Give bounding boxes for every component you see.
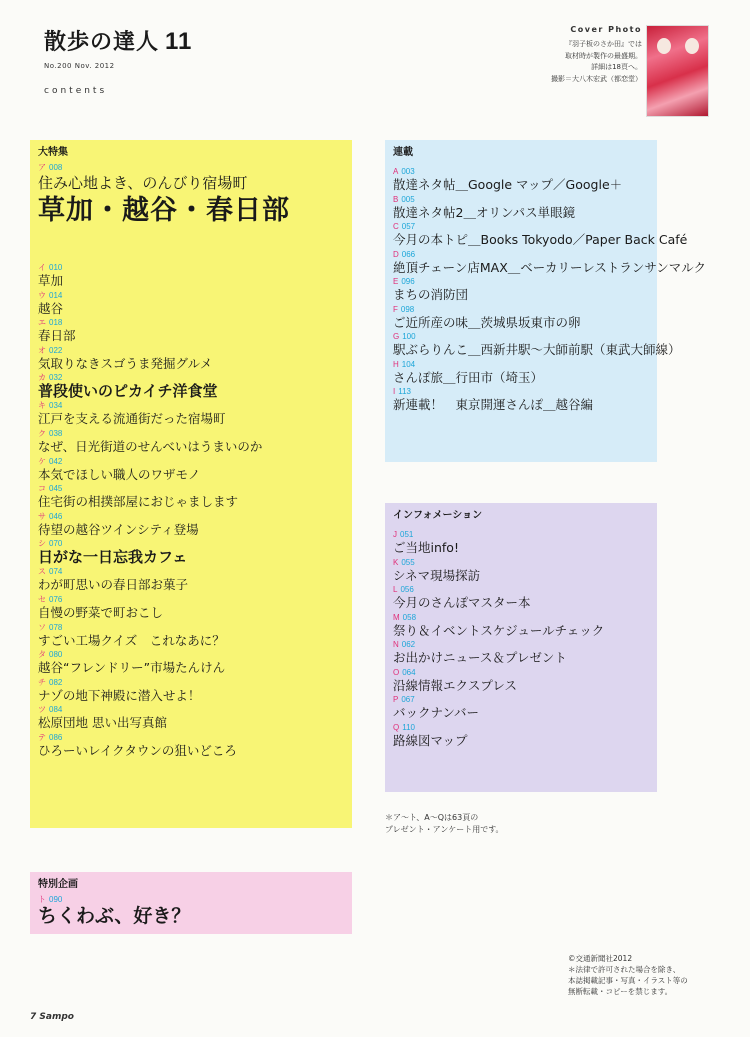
present-note [385,812,504,836]
list-item[interactable] [38,262,344,290]
page-code: B 005 [393,194,415,204]
page-code: ク 038 [38,428,63,438]
item-title: 越谷“フレンドリー”市場たんけん [38,660,226,676]
item-title: 江戸を支える流通街だった宿場町 [38,411,226,427]
item-title: 路線図マップ [393,732,468,748]
section-heading: 連載 [393,147,413,158]
item-title: まちの消防団 [393,287,469,302]
list-item[interactable] [393,249,707,277]
list-item[interactable] [393,194,649,222]
list-item[interactable] [393,331,681,359]
page-code: ソ 078 [38,622,63,632]
list-item[interactable] [38,677,344,705]
page-code: ウ 014 [38,290,63,300]
page-code: シ 070 [38,539,63,549]
list-item[interactable] [38,732,344,760]
list-item[interactable] [393,166,649,194]
item-title: 今月の本トピ＿Books Tokyodo／Paper Back Café [393,232,688,247]
cover-thumbnail[interactable] [646,25,709,117]
list-item[interactable] [393,694,649,722]
list-item[interactable] [38,566,344,594]
special-section [30,872,352,934]
section-heading: 大特集 [38,147,68,158]
page-code: テ 086 [38,732,63,742]
list-item[interactable] [38,372,344,400]
feature-section [30,140,352,828]
list-item[interactable] [393,667,649,695]
page-code: カ 032 [38,373,63,383]
item-title: ちくわぶ、好き？ [38,905,191,927]
page-code: A 003 [393,167,415,176]
page-code: Q 110 [393,722,415,732]
page-footer [30,1012,74,1023]
page-code: セ 076 [38,594,63,604]
item-title: 散達ネタ帖2＿オリンパス単眼鏡 [393,204,576,220]
note-line: ＊ア〜ト、A〜Qは63頁の [385,813,479,822]
item-title: ひろーいレイクタウンの狙いどころ [38,742,237,758]
list-item[interactable] [393,386,649,414]
note-line: プレゼント・アンケート用です。 [385,825,504,834]
item-title: シネマ現場探訪 [393,567,481,583]
item-title: 沿線情報エクスプレス [393,677,518,693]
list-item[interactable] [38,538,344,566]
list-item[interactable] [38,594,344,622]
caption-line: 『羽子板のさか田』では [565,40,642,48]
page-code: E 096 [393,277,415,286]
copyright-line: 無断転載・コピーを禁じます。 [568,987,673,996]
page-code: F 098 [393,304,415,314]
item-title: 絶頂チェーン店MAX＿ベーカリーレストランサンマルク [393,259,707,275]
page-code: チ 082 [38,677,63,687]
cover-photo-title: Cover Photo [570,25,642,34]
item-title: 新連載！ 東京開運さんぽ＿越谷編 [393,397,594,412]
page-code: I 113 [393,387,411,396]
copyright-line: ＊法律で許可された場合を除き、 [568,965,681,974]
item-title: 草加 [38,273,64,288]
caption-line: 撮影＝大八木宏武（都恋堂） [551,74,642,83]
caption-line: 取材時が製作の最盛期。 [565,51,642,60]
list-item[interactable] [38,290,344,318]
page-code: J 051 [393,530,414,539]
item-title: 散達ネタ帖＿Google マップ／Google＋ [393,177,623,192]
page-code: G 100 [393,332,416,341]
item-title: 駅ぶらりんこ＿西新井駅〜大師前駅（東武大師線） [393,342,681,357]
item-title: すごい工場クイズ これなあに？ [38,632,225,648]
magazine-name: Sampo [39,1012,74,1022]
item-title: 普段使いのピカイチ洋食堂 [38,382,218,401]
item-title: ご近所産の味＿茨城県坂東市の卵 [393,314,581,330]
page-code: ト 090 [38,895,63,904]
contents-label: contents [44,86,108,96]
list-item[interactable] [38,622,344,650]
page-code: ケ 042 [38,456,63,466]
page-code: ス 074 [38,567,63,577]
item-title: 祭り＆イベントスケジュールチェック [393,622,605,638]
list-item[interactable] [393,276,649,304]
page-code: C 057 [393,222,416,231]
list-item[interactable] [38,428,344,456]
section-heading: 特別企画 [38,879,78,890]
item-title: お出かけニュース＆プレゼント [393,650,567,665]
page-code: K 055 [393,557,415,567]
item-title: 越谷 [38,300,64,316]
page-code: O 064 [393,667,416,677]
item-title: 自慢の野菜で町おこし [38,604,164,620]
list-item[interactable] [393,639,649,667]
item-title: 松原団地 思い出写真館 [38,715,167,731]
list-item[interactable] [393,304,649,332]
page-code: サ 046 [38,511,63,521]
item-title: 住宅街の相撲部屋におじゃまします [38,494,239,510]
item-title: バックナンバー [393,705,480,720]
page-code: M 058 [393,612,417,622]
item-title: 気取りなきスゴうま発掘グルメ [38,355,213,371]
logo-number: 11 [165,28,193,55]
list-item[interactable] [393,612,649,640]
info-section [385,503,657,792]
item-title: 今月のさんぽマスター本 [393,595,531,610]
page-code: L 056 [393,585,414,594]
caption-line: 詳細は18頁へ。 [591,63,642,71]
page-code: エ 018 [38,318,63,328]
feature-lead[interactable] [38,162,344,262]
page-code: P 067 [393,695,415,704]
list-item[interactable] [393,359,649,387]
list-item[interactable] [38,317,344,345]
item-title: 日がな一日忘我カフェ [38,548,188,567]
list-item[interactable] [38,704,344,732]
item-title: なぜ、日光街道のせんべいはうまいのか [38,438,263,454]
page-number: 7 [30,1012,37,1022]
lead-title: 草加・越谷・春日部 [38,195,290,226]
page-code: H 104 [393,359,416,369]
list-item[interactable] [393,221,688,249]
item-title: 春日部 [38,328,76,344]
item-title: わが町思いの春日部お菓子 [38,577,189,593]
item-title: 待望の越谷ツインシティ登場 [38,521,199,537]
page-code: コ 045 [38,484,63,494]
copyright-line: 本誌掲載記事・写真・イラスト等の [568,976,688,985]
list-item[interactable] [393,557,649,585]
section-heading: インフォメーション [393,510,483,521]
copyright [568,953,688,997]
item-title: 本気でほしい職人のワザモノ [38,466,201,482]
page-code: タ 080 [38,650,63,660]
list-item[interactable] [38,894,344,928]
page-code: キ 034 [38,401,63,411]
page-code: D 066 [393,249,416,259]
page-code: イ 010 [38,263,63,272]
issue-info: No.200 Nov. 2012 [44,62,115,70]
page-code: ツ 084 [38,705,63,715]
lead-subtitle: 住み心地よき、のんびり宿場町 [38,174,248,192]
list-item[interactable] [393,584,649,612]
list-item[interactable] [393,722,649,750]
list-item[interactable] [38,345,344,373]
logo-text: 散歩の達人 [44,30,160,55]
copyright-line: ©交通新聞社2012 [568,954,633,963]
cover-caption [500,39,642,85]
list-item[interactable] [38,400,344,428]
item-title: ご当地info! [393,540,459,555]
magazine-logo [44,28,192,57]
list-item[interactable] [38,649,344,677]
item-title: さんぽ旅＿行田市（埼玉） [393,369,544,385]
page-code: ア 008 [38,163,63,172]
page-code: オ 022 [38,345,63,355]
item-title: ナゾの地下神殿に潜入せよ！ [38,687,201,703]
list-item[interactable] [38,483,344,511]
list-item[interactable] [393,529,649,557]
list-item[interactable] [38,456,344,484]
serial-section [385,140,707,462]
page-code: N 062 [393,640,416,649]
list-item[interactable] [38,511,344,539]
